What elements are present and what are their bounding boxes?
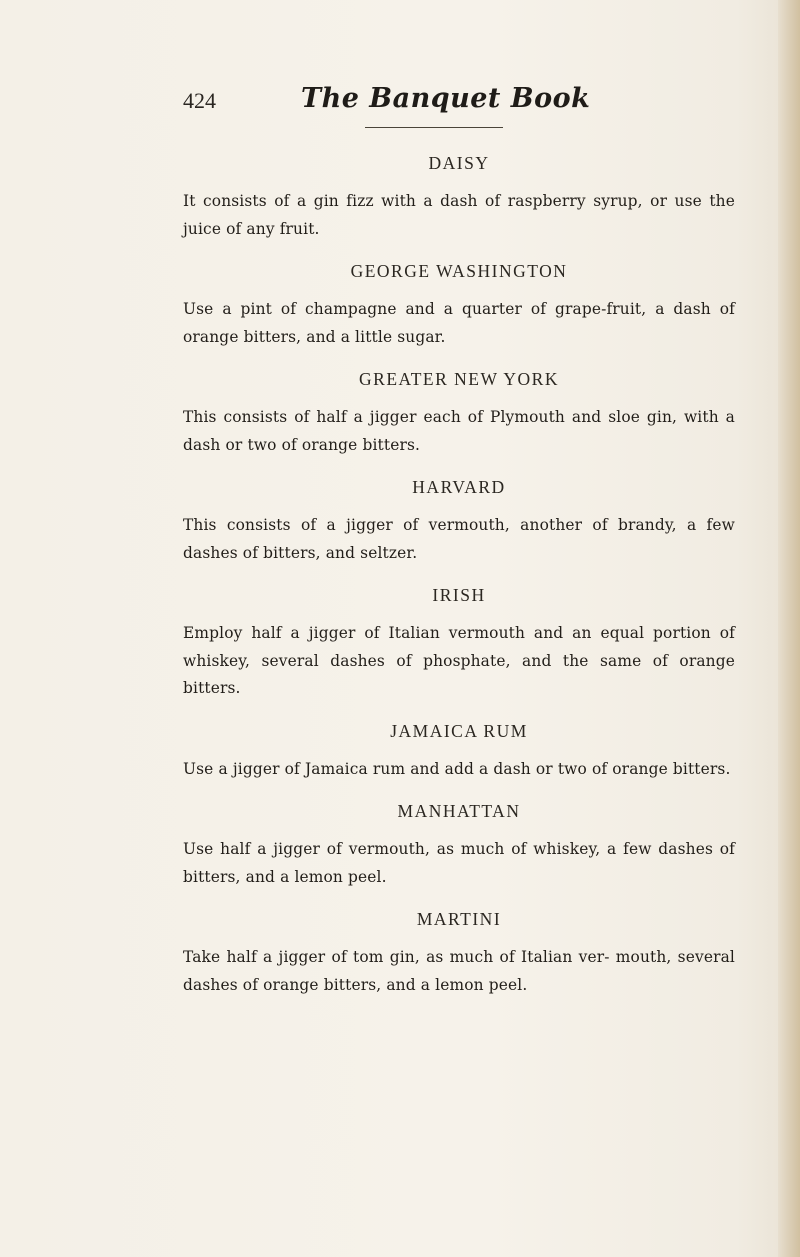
recipe-body: Use a jigger of Jamaica rum and add a dash or two of orange bitters. xyxy=(183,759,731,778)
page-edge-shadow xyxy=(778,0,800,1257)
header-rule xyxy=(365,127,503,128)
recipe-title: DAISY xyxy=(428,153,490,173)
recipe-martini xyxy=(183,907,735,999)
recipe-body: Use a pint of champagne and a quarter of grape-fruit, a dash of orange bitters, and a little sugar. xyxy=(183,300,735,346)
recipe-body: This consists of half a jigger each of Plymouth and sloe gin, with a dash or two of orange bitters. xyxy=(183,408,735,454)
recipe-jamaica-rum xyxy=(183,719,735,784)
recipe-body: This consists of a jigger of vermouth, another of brandy, a few dashes of bitters, and seltzer. xyxy=(183,516,735,562)
recipe-title: MANHATTAN xyxy=(397,801,521,821)
recipe-title: IRISH xyxy=(432,585,486,605)
recipe-title: GEORGE WASHINGTON xyxy=(350,261,568,281)
page-header xyxy=(0,84,800,134)
recipe-irish xyxy=(183,583,735,703)
recipe-body: Employ half a jigger of Italian vermouth and an equal portion of whiskey, several dashes of phosphate, and the same of orange bitters. xyxy=(183,624,735,697)
recipe-body: Take half a jigger of tom gin, as much of Italian ver- mouth, several dashes of orange bitters, and a lemon peel. xyxy=(183,948,735,994)
page-number: 424 xyxy=(183,88,216,113)
recipe-list xyxy=(183,151,735,1015)
recipe-title: MARTINI xyxy=(416,909,502,929)
recipe-body: Use half a jigger of vermouth, as much of whiskey, a few dashes of bitters, and a lemon peel. xyxy=(183,840,735,886)
recipe-harvard xyxy=(183,475,735,567)
recipe-body: It consists of a gin fizz with a dash of raspberry syrup, or use the juice of any fruit. xyxy=(183,192,735,238)
recipe-george-washington xyxy=(183,259,735,351)
recipe-title: JAMAICA RUM xyxy=(390,720,528,741)
recipe-manhattan xyxy=(183,799,735,891)
recipe-daisy xyxy=(183,151,735,243)
recipe-greater-new-york xyxy=(183,367,735,459)
recipe-title: GREATER NEW YORK xyxy=(359,369,559,389)
recipe-title: HARVARD xyxy=(412,477,506,497)
running-head: The Banquet Book xyxy=(301,83,591,114)
